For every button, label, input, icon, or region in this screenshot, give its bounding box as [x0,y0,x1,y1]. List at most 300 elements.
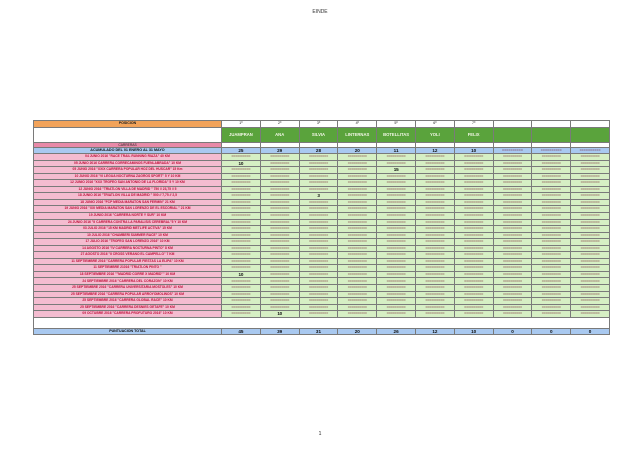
race-points-cell: ========== [454,311,493,318]
race-points-cell: ========== [299,298,338,305]
race-points-cell: ========== [454,160,493,167]
race-points-cell: ========== [338,193,377,200]
race-points-cell: ========== [454,271,493,278]
race-points-cell: ========== [338,271,377,278]
race-points-cell: ========== [532,278,571,285]
race-points-cell: ========== [222,245,261,252]
race-points-cell: ========== [493,232,532,239]
race-points-cell: ========== [571,199,610,206]
race-points-cell: ========== [377,285,416,292]
acumulado-value: 11 [377,147,416,154]
race-points-cell: ========== [222,173,261,180]
race-points-cell: ========== [338,311,377,318]
race-points-cell: ========== [454,298,493,305]
race-label: 19 JUNIO 2016 "CARRERA NORTE Y SUR" 10 KM [34,213,222,220]
race-points-cell: ========== [415,265,454,272]
race-points-cell: ========== [222,226,261,233]
carreras-label: CARRERAS [34,142,222,147]
race-points-cell: ========== [260,252,299,259]
race-points-cell: ========== [493,193,532,200]
race-points-cell: ========== [222,199,261,206]
race-points-cell: ========== [260,199,299,206]
race-label: 10 JUNIO 2016 "VI LEGUA NOCTURNA ZAGROS SPORT" 5 Y 10 KM [34,173,222,180]
race-label: 11 SEPTIEMBRE 21016 "TRIATLON PINTO " [34,265,222,272]
participant-name: FELIX [454,127,493,142]
race-points-cell: ========== [260,206,299,213]
race-points-cell: ========== [415,160,454,167]
race-points-cell: ========== [571,278,610,285]
acumulado-value: 29 [260,147,299,154]
race-points-cell: ========== [493,258,532,265]
race-points-cell: ========== [532,285,571,292]
race-points-cell: ========== [377,199,416,206]
race-points-cell: ========== [454,232,493,239]
race-label: 09 OCTUBRE 2016 "CARRERA PROFUTURO 2016" 10 KM [34,311,222,318]
race-points-cell: ========== [415,232,454,239]
race-points-cell: ========== [338,258,377,265]
race-points-cell: ========== [299,167,338,174]
race-points-cell: ========== [338,245,377,252]
race-points-cell: ========== [454,285,493,292]
race-points-cell: ========== [415,239,454,246]
race-points-cell: ========== [222,167,261,174]
race-points-cell: ========== [260,271,299,278]
race-label: 12 JUNIO 2016 "TRIATLON VILLA DE MADRID " 750 // 23,75 // 5 [34,186,222,193]
race-points-cell: ========== [338,180,377,187]
race-points-cell: ========== [571,160,610,167]
race-points-cell: ========== [299,252,338,259]
race-points-cell: ========== [571,193,610,200]
race-points-cell: ========== [299,219,338,226]
position-cell: 5º [377,121,416,128]
race-points-cell: ========== [532,304,571,311]
race-points-cell: ========== [299,173,338,180]
race-points-cell: 10 [222,271,261,278]
race-points-cell: ========== [571,265,610,272]
race-points-cell: ========== [222,285,261,292]
race-points-cell: ========== [415,213,454,220]
race-points-cell: ========== [338,206,377,213]
race-points-cell: ========== [415,206,454,213]
race-points-cell: ========== [571,186,610,193]
race-points-cell: ========== [222,232,261,239]
race-points-cell: ========== [454,199,493,206]
race-points-cell: ========== [338,252,377,259]
acumulado-value: ========== [493,147,532,154]
race-label: 17 JULIO 2016 "TROFEO SAN LORENZO 2016" 10 KM [34,239,222,246]
race-points-table [33,120,610,335]
race-points-cell: ========== [299,258,338,265]
race-points-cell: ========== [338,278,377,285]
race-points-cell: ========== [222,219,261,226]
race-points-cell: ========== [338,304,377,311]
race-points-cell: ========== [222,239,261,246]
race-points-cell: ========== [571,252,610,259]
total-value: 39 [260,328,299,335]
race-label: 25 SEPTIEMBRE 2016 "CARRERA GLOBAL RACE" 10 KM [34,298,222,305]
race-label: 10 JULIO 2016 "CHAMBERI SUMMER RACE" 10 KM [34,232,222,239]
race-points-cell: ========== [532,226,571,233]
race-label: 14 AGOSTO 2016 "IV CARRERA NOCTURNA PINTO" 8 KM [34,245,222,252]
race-points-cell: ========== [454,173,493,180]
race-points-cell: ========== [260,186,299,193]
race-points-cell: ========== [222,311,261,318]
race-points-cell: ========== [377,154,416,161]
race-label: 11 SEPTIEMBRE 2016 "CARRERA POPULAR FIESTAS LA ELIPA" 10 KM [34,258,222,265]
race-points-cell: ========== [299,239,338,246]
race-points-cell: ========== [571,213,610,220]
race-points-cell: ========== [338,226,377,233]
race-points-cell: ========== [415,193,454,200]
race-label: 18 JUNIO 2016 "TRIATLON VILLA DE MADRID " 500 // 7,75 // 2,5 [34,193,222,200]
race-points-cell: ========== [493,180,532,187]
race-points-cell: ========== [493,206,532,213]
race-points-cell: ========== [338,199,377,206]
acumulado-value: 20 [338,147,377,154]
document-header: EINDE [312,9,328,15]
race-points-cell: ========== [377,186,416,193]
participant-name [532,127,571,142]
race-points-cell: ========== [532,173,571,180]
race-points-cell: ========== [571,271,610,278]
race-points-cell: ========== [260,285,299,292]
race-points-cell: ========== [377,258,416,265]
race-points-cell: ========== [532,193,571,200]
race-points-cell: ========== [260,219,299,226]
race-points-cell: ========== [454,245,493,252]
race-points-cell: ========== [532,271,571,278]
race-points-cell: ========== [338,291,377,298]
participant-name: YOLI [415,127,454,142]
race-points-cell: ========== [415,271,454,278]
race-points-cell: ========== [260,245,299,252]
race-points-cell: ========== [377,311,416,318]
race-points-cell: ========== [338,219,377,226]
total-row [34,328,610,335]
race-points-cell: ========== [377,265,416,272]
race-points-cell: ========== [493,278,532,285]
race-points-cell: ========== [299,206,338,213]
race-points-cell: ========== [415,245,454,252]
race-points-cell: ========== [377,278,416,285]
race-points-cell: ========== [532,160,571,167]
race-points-cell: ========== [571,219,610,226]
race-points-cell: ========== [260,304,299,311]
position-cell: 6º [415,121,454,128]
race-points-cell: ========== [299,271,338,278]
race-points-cell: ========== [299,232,338,239]
race-points-cell: ========== [493,167,532,174]
race-points-cell: ========== [532,154,571,161]
race-points-cell: ========== [493,271,532,278]
race-points-cell: ========== [532,232,571,239]
race-points-cell: ========== [571,245,610,252]
race-points-cell: ========== [260,258,299,265]
participant-name: ANA [260,127,299,142]
race-points-cell: ========== [260,291,299,298]
race-points-cell: ========== [415,252,454,259]
race-points-cell: ========== [415,258,454,265]
race-points-cell: ========== [532,239,571,246]
race-points-cell: ========== [260,298,299,305]
race-points-cell: ========== [532,186,571,193]
race-points-cell: ========== [415,278,454,285]
race-points-cell: ========== [222,206,261,213]
race-points-cell: ========== [532,199,571,206]
race-points-cell: ========== [222,278,261,285]
race-points-cell: ========== [571,232,610,239]
race-points-cell: ========== [454,186,493,193]
race-points-cell: ========== [493,213,532,220]
race-points-cell: ========== [532,258,571,265]
participant-name: JUAMPRAN [222,127,261,142]
race-points-cell: ========== [415,199,454,206]
race-points-cell: ========== [415,285,454,292]
race-points-cell: ========== [377,173,416,180]
race-points-cell: ========== [493,173,532,180]
race-label: 18 JUNIO 2016 "FCP MEDIA MARATON SAN FERMIN" 21 KM [34,199,222,206]
page-number: 1 [318,431,322,437]
race-points-cell: ========== [260,265,299,272]
race-points-cell: ========== [454,239,493,246]
race-label: 05 JUNIO 2016 CARRERA CORRECAMINOS FUENLABRADA" 10 KM [34,160,222,167]
race-points-cell: ========== [415,154,454,161]
race-points-cell: 15 [377,167,416,174]
race-points-cell: ========== [493,298,532,305]
race-label: 24 JUNIO 2016 "II CARRERA CONTRA LA PARALISIS CEREBRAL"5 Y 10 KM [34,219,222,226]
race-points-cell: ========== [493,252,532,259]
race-points-cell: ========== [415,219,454,226]
race-points-cell: ========== [571,180,610,187]
race-points-cell: ========== [222,186,261,193]
race-points-cell: ========== [260,278,299,285]
race-points-cell: ========== [338,298,377,305]
race-points-cell: ========== [222,154,261,161]
race-points-cell: ========== [299,213,338,220]
race-points-cell: ========== [454,213,493,220]
race-points-cell: ========== [532,298,571,305]
race-points-cell: ========== [532,219,571,226]
race-points-cell: ========== [299,291,338,298]
race-points-cell: ========== [493,160,532,167]
acumulado-value: 10 [454,147,493,154]
race-points-cell: ========== [454,180,493,187]
race-points-cell: ========== [260,239,299,246]
race-points-cell: ========== [299,226,338,233]
race-points-cell: ========== [493,226,532,233]
race-points-cell: ========== [454,167,493,174]
total-value: 0 [532,328,571,335]
race-points-cell: ========== [260,173,299,180]
race-points-cell: ========== [532,180,571,187]
participant-name [571,127,610,142]
race-points-cell: ========== [571,173,610,180]
race-label: 03 JULIO 2016 "15 KM MADRID METLIFE ACTIVA" 15 KM [34,226,222,233]
participant-name [493,127,532,142]
spacer-row [34,317,610,328]
race-points-cell: ========== [454,258,493,265]
total-value: 0 [493,328,532,335]
race-points-cell: ========== [454,304,493,311]
race-points-cell: ========== [415,298,454,305]
total-value: 31 [299,328,338,335]
participant-name: SILVIA [299,127,338,142]
race-points-cell: ========== [532,167,571,174]
participant-name: LINTERNAS [338,127,377,142]
race-points-cell: ========== [415,180,454,187]
race-points-cell: 10 [260,311,299,318]
race-points-cell: ========== [415,311,454,318]
race-points-cell: ========== [493,219,532,226]
race-points-cell: ========== [532,265,571,272]
race-points-cell: ========== [377,304,416,311]
race-points-cell: ========== [454,193,493,200]
race-points-cell: ========== [571,239,610,246]
total-value: 26 [377,328,416,335]
total-value: 0 [571,328,610,335]
race-points-cell: ========== [299,186,338,193]
acumulado-value: 12 [415,147,454,154]
race-points-cell: ========== [493,304,532,311]
race-points-cell: ========== [338,265,377,272]
total-label: PUNTUACION TOTAL [34,328,222,335]
race-label: 19 JUNIO 2016 "XXI MEDIA MARATON SAN LORENZO DE EL ESCORIAL " 21 KM [34,206,222,213]
race-points-cell: ========== [415,304,454,311]
participants-label-cell [34,127,222,142]
race-points-cell: ========== [338,285,377,292]
race-points-cell: ========== [532,252,571,259]
race-points-cell: ========== [571,285,610,292]
race-points-cell: ========== [377,213,416,220]
participant-name: BOTELLITAS [377,127,416,142]
race-points-cell: ========== [260,232,299,239]
race-points-cell: ========== [493,265,532,272]
position-cell: 7º [454,121,493,128]
race-points-cell: ========== [377,239,416,246]
participants-row [34,127,610,142]
race-points-cell: ========== [377,245,416,252]
race-points-cell: ========== [377,232,416,239]
total-value: 20 [338,328,377,335]
race-points-cell: ========== [377,271,416,278]
race-points-cell: ========== [493,285,532,292]
acumulado-label: ACUMULADO DEL 01 ENERO AL 31 MAYO [34,147,222,154]
total-value: 12 [415,328,454,335]
race-points-cell: ========== [571,291,610,298]
race-points-cell: ========== [532,206,571,213]
race-label: 25 SEPTIEMBRE 2016 "CARRERA POPULAR ARROYOMOLINOS" 10 KM [34,291,222,298]
race-points-cell: ========== [571,258,610,265]
race-points-cell: ========== [299,285,338,292]
race-points-cell: ========== [260,167,299,174]
position-cell: 3º [299,121,338,128]
race-points-cell: ========== [571,226,610,233]
race-points-cell: ========== [260,154,299,161]
race-points-cell: ========== [338,154,377,161]
race-label: 04 JUNIO 2016 "RACE TRAIL RUNNING RIAZA" 40 KM [34,154,222,161]
race-points-cell: ========== [338,167,377,174]
race-points-cell: ========== [415,173,454,180]
race-points-cell: ========== [260,213,299,220]
total-value: 45 [222,328,261,335]
race-points-cell: ========== [222,298,261,305]
race-points-cell: ========== [571,167,610,174]
race-points-cell: ========== [415,167,454,174]
race-points-cell: ========== [493,239,532,246]
race-points-cell: ========== [299,154,338,161]
race-points-cell: ========== [532,245,571,252]
race-points-cell: ========== [415,226,454,233]
race-points-cell: ========== [260,226,299,233]
race-points-cell: ========== [338,186,377,193]
race-points-cell: ========== [377,206,416,213]
race-points-cell: ========== [493,199,532,206]
race-points-cell: ========== [377,226,416,233]
race-points-cell: ========== [222,265,261,272]
race-points-cell: ========== [571,154,610,161]
race-points-cell: ========== [377,291,416,298]
race-points-cell: ========== [377,219,416,226]
race-points-cell: ========== [299,311,338,318]
race-points-cell: ========== [222,258,261,265]
race-points-cell: ========== [299,160,338,167]
race-label: 25 SEPTIEMBRE 2016 "CARRERA DESNIES GETAFE" 10 KM [34,304,222,311]
race-points-cell: 3 [299,193,338,200]
race-points-cell: ========== [222,304,261,311]
race-points-cell: ========== [338,173,377,180]
race-points-cell: ========== [260,193,299,200]
race-points-cell: ========== [454,154,493,161]
race-points-cell: ========== [222,291,261,298]
race-points-cell: ========== [299,304,338,311]
posicion-label: POSICION [34,121,222,128]
race-points-cell: ========== [377,180,416,187]
race-label: 05 JUNIO 2016 "XXIX CARRERA POPULAR HOZ DEL HUSCAR" 15 Km [34,167,222,174]
race-points-cell: 10 [222,160,261,167]
race-points-cell: ========== [415,291,454,298]
race-points-cell: ========== [377,193,416,200]
race-points-cell: ========== [493,291,532,298]
race-points-cell: ========== [454,252,493,259]
race-points-cell: ========== [377,252,416,259]
race-points-cell: ========== [454,206,493,213]
acumulado-value: ========== [532,147,571,154]
race-points-cell: ========== [571,304,610,311]
race-points-cell: ========== [338,160,377,167]
race-points-cell: ========== [454,226,493,233]
race-points-cell: ========== [222,193,261,200]
race-label: 18 SEPTIEMBRE 2016 ""MADRID CORRE X MADRID"" 10 KM [34,271,222,278]
race-label: 24 SEPTIEMBRE 2016 "CARRERA DEL CORAZON" 10 KM [34,278,222,285]
acumulado-value: 28 [299,147,338,154]
race-points-cell: ========== [571,298,610,305]
acumulado-value: 25 [222,147,261,154]
race-label: 25 SEPTIEMBRE 2016 "CARRERA UNIVERSITARIA MOSTOLES" 10 KM [34,285,222,292]
race-points-cell: ========== [222,213,261,220]
race-points-cell: ========== [454,291,493,298]
race-points-cell: ========== [338,213,377,220]
race-points-cell: ========== [299,278,338,285]
race-points-cell: ========== [532,213,571,220]
race-points-cell: ========== [493,154,532,161]
total-value: 10 [454,328,493,335]
race-points-cell: ========== [299,180,338,187]
race-points-cell: ========== [260,160,299,167]
race-points-cell: ========== [532,291,571,298]
race-points-cell: ========== [571,206,610,213]
race-points-cell: ========== [454,278,493,285]
race-points-cell: ========== [532,311,571,318]
